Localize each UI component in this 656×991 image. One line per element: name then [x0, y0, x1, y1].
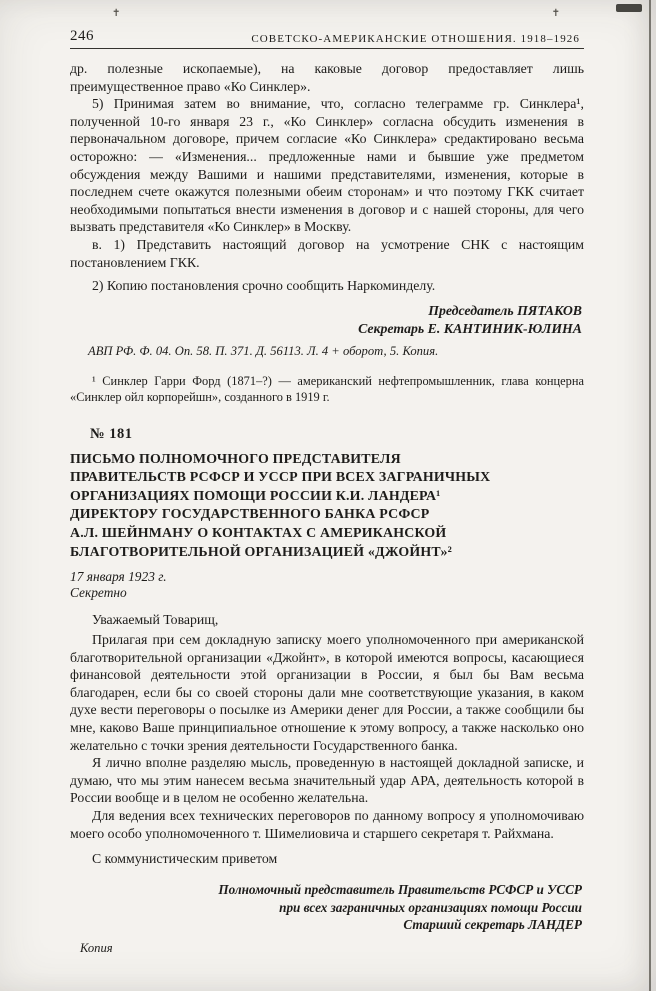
- document-title-line: БЛАГОТВОРИТЕЛЬНОЙ ОРГАНИЗАЦИЕЙ «ДЖОЙНТ»²: [70, 544, 452, 560]
- closing-line: С коммунистическим приветом: [92, 851, 278, 867]
- scan-corner-artifact: [616, 4, 642, 12]
- archive-reference: АВП РФ. Ф. 04. Оп. 58. П. 371. Д. 56113. Л. 4 + оборот, 5. Копия.: [88, 343, 439, 358]
- salutation: Уважаемый Товарищ,: [92, 612, 219, 628]
- document-title-line: А.Л. ШЕЙНМАНУ О КОНТАКТАХ С АМЕРИКАНСКОЙ: [70, 525, 447, 541]
- page-header: [70, 28, 584, 48]
- document-number: № 181: [90, 425, 133, 442]
- paragraph: Прилагая при сем докладную записку моего уполномоченного при американской благотворительной организации «Джойнт», в которой имеются вопросы, касающиеся финансовой деятельности этой организации в России, я был бы Вам весьма благодарен, если бы со своей стороны дали мне соответствующие указания, в каком духе вести переговоры о посылке из Америки денег для России, а также сообщили бы мне, каково Ваше принципиальное отношение к этому вопросу, а также насколько оно желательно с точки зрения деятельности Государственного банка.: [70, 632, 584, 753]
- document-title-line: ОРГАНИЗАЦИЯХ ПОМОЩИ РОССИИ К.И. ЛАНДЕРА¹: [70, 488, 441, 504]
- paragraph: Для ведения всех технических переговоров по данному вопросу я уполномочиваю моего особо уполномоченного т. Шимелиовича и старшего секретаря т. Райхмана.: [70, 808, 584, 841]
- document-title-line: ПИСЬМО ПОЛНОМОЧНОГО ПРЕДСТАВИТЕЛЯ: [70, 451, 401, 467]
- document-181-section: [70, 426, 584, 957]
- signature-line: Секретарь Е. КАНТИНИК-ЮЛИНА: [358, 320, 582, 336]
- document-180-section: [70, 60, 584, 406]
- paragraph-continuation: др. полезные ископаемые), на каковые договор предоставляет лишь преимущественное право «Ко Синклер».: [70, 61, 584, 94]
- document-date: 17 января 1923 г.: [70, 569, 167, 585]
- scan-crop-mark: ✝: [551, 8, 560, 19]
- paragraph: Я лично вполне разделяю мысль, проведенную в настоящей докладной записке, и думаю, что мы этим нанесем весьма значительный удар АРА, деятельность которой в России вообще и в целом не особенно желательна.: [70, 755, 584, 806]
- header-rule: [70, 48, 584, 49]
- running-title: СОВЕТСКО-АМЕРИКАНСКИЕ ОТНОШЕНИЯ. 1918–1926: [251, 33, 580, 45]
- paragraph: в. 1) Представить настоящий договор на усмотрение СНК с настоящим постановлением ГКК.: [70, 236, 584, 270]
- signature-line: Полномочный представитель Правительств РСФСР и УССР: [218, 882, 582, 898]
- copy-note: Копия: [80, 941, 113, 956]
- document-title-line: ДИРЕКТОРУ ГОСУДАРСТВЕННОГО БАНКА РСФСР: [70, 507, 430, 523]
- signature-line: Председатель ПЯТАКОВ: [428, 302, 582, 318]
- signature-line: при всех заграничных организациях помощи России: [279, 899, 582, 915]
- footnote: ¹ Синклер Гарри Форд (1871–?) — американский нефтепромышленник, глава концерна «Синклер ойл корпорейшн», созданного в 1919 г.: [70, 373, 584, 405]
- page-number: 246: [70, 28, 94, 44]
- signature-block: [70, 881, 582, 933]
- scan-edge-line: [649, 0, 651, 991]
- document-title-line: ПРАВИТЕЛЬСТВ РСФСР И УССР ПРИ ВСЕХ ЗАГРАНИЧНЫХ: [70, 470, 491, 486]
- signature-block: [70, 302, 582, 338]
- signature-line: Старший секретарь ЛАНДЕР: [403, 917, 582, 933]
- scan-crop-mark: ✝: [112, 8, 121, 19]
- paragraph: 5) Принимая затем во внимание, что, согласно телеграмме гр. Синклера¹, полученной 10-го января 23 г., «Ко Синклер» согласна обсудить изменения в первоначальном договоре, причем согласие «Ко Синклера» средактировано весьма осторожно: — «Изменения... предложенные нами и бывшие уже предметом обсуждения между Вашими и нашими представителями, изменения, которые в последнем счете окажутся полезными обеим сторонам» и что поэтому ГКК считает необходимыми попытаться внести изменения в договор и с нашей стороны, для чего вызвать представителя «Ко Синклер» в Москву.: [70, 96, 584, 235]
- paragraph: 2) Копию постановления срочно сообщить Наркоминделу.: [92, 278, 436, 294]
- secrecy-label: Секретно: [70, 585, 127, 601]
- document-title: [70, 451, 584, 563]
